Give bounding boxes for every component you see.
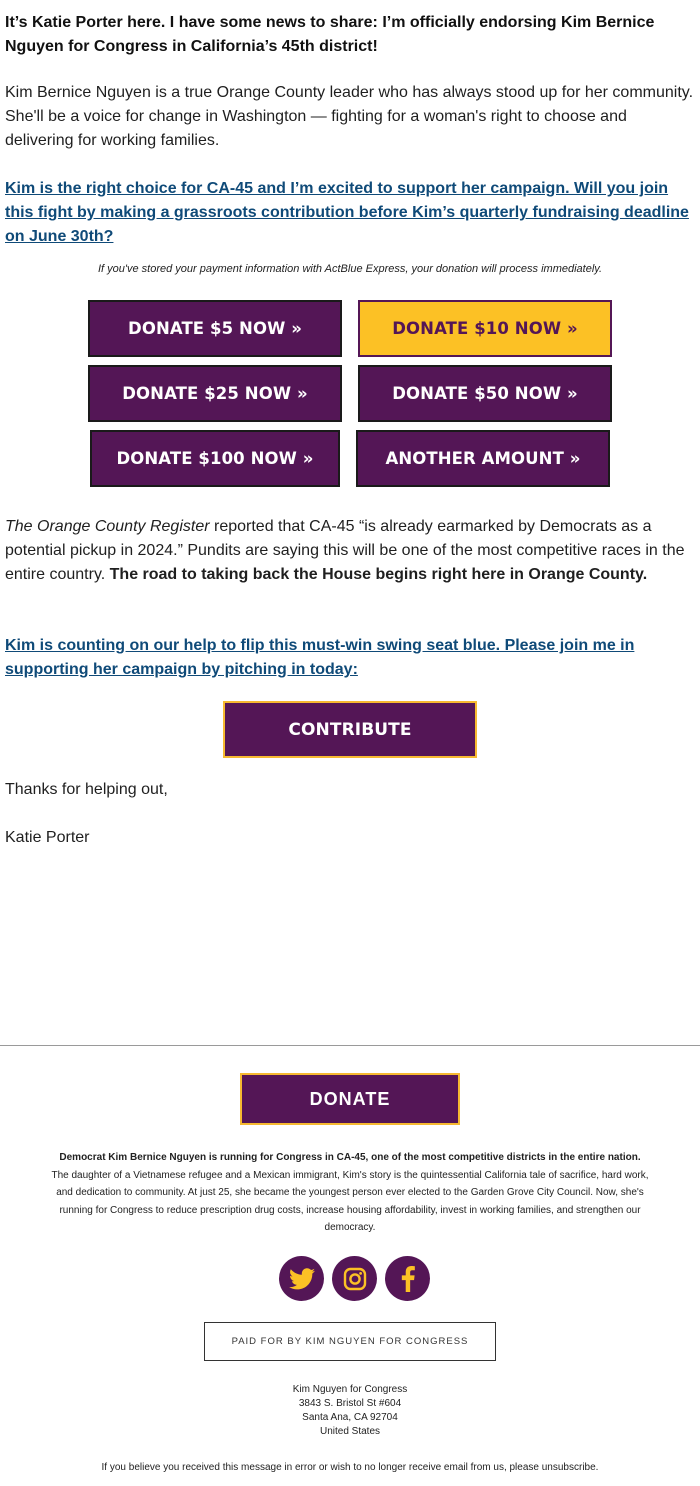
intro-text: It’s Katie Porter here. I have some news to share: I’m officially endorsing Kim Bernice Nguyen for Congress in California’s 45th district! [5, 14, 655, 55]
twitter-icon[interactable] [279, 1256, 324, 1301]
footer-about-body: The daughter of a Vietnamese refugee and a Mexican immigrant, Kim's story is the quintessential California tale of sacrifice, hard work, and dedication to community. At just 25, she became the youngest person ever elected to the Garden Grove City Council. Now, she's running for Congress to reduce prescription drug costs, increase housing affordability, invest in working families, and strengthen our democracy. [51, 1169, 649, 1233]
source-name: The Orange County Register [5, 518, 210, 535]
donate-25-button[interactable]: DONATE $25 NOW » [88, 365, 342, 422]
footer-about [50, 1149, 650, 1237]
donate-100-button[interactable]: DONATE $100 NOW » [90, 430, 340, 487]
register-emphasis: The road to taking back the House begins right here in Orange County. [109, 566, 648, 583]
donate-link-2[interactable]: Kim is counting on our help to flip this must-win swing seat blue. Please join me in supporting her campaign by pitching in today: [5, 637, 635, 678]
donate-50-button[interactable]: DONATE $50 NOW » [358, 365, 612, 422]
unsubscribe-text[interactable]: If you believe you received this message in error or wish to no longer receive email from us, please unsubscribe. [101, 1462, 599, 1473]
instagram-icon[interactable] [332, 1256, 377, 1301]
donate-10-button[interactable]: DONATE $10 NOW » [358, 300, 612, 357]
address-line-2: 3843 S. Bristol St #604 [298, 1398, 402, 1409]
address-line-4: United States [319, 1426, 381, 1437]
footer-divider [0, 1045, 700, 1046]
paragraph-about-kim: Kim Bernice Nguyen is a true Orange County leader who has always stood up for her community. She'll be a voice for change in Washington — fighting for a woman's right to choose and delivering for working families. [5, 84, 694, 149]
donate-5-button[interactable]: DONATE $5 NOW » [88, 300, 342, 357]
closing-text: Thanks for helping out, [5, 781, 168, 798]
contribute-button[interactable]: CONTRIBUTE [223, 701, 477, 758]
actblue-express-note: If you've stored your payment information with ActBlue Express, your donation will process immediately. [97, 263, 603, 275]
address-line-3: Santa Ana, CA 92704 [302, 1412, 398, 1423]
paragraph-register [5, 515, 697, 587]
signature: Katie Porter [5, 829, 90, 846]
footer-donate-button[interactable]: DONATE [240, 1073, 460, 1125]
facebook-icon[interactable] [385, 1256, 430, 1301]
address-line-1: Kim Nguyen for Congress [292, 1384, 408, 1395]
donate-link-1[interactable]: Kim is the right choice for CA-45 and I’m excited to support her campaign. Will you join this fight by making a grassroots contribution before Kim’s quarterly fundraising deadline on June 30th? [5, 180, 689, 245]
register-body: reported that CA-45 “is already earmarked by Democrats as a potential pickup in 2024.” Pundits are saying this will be one of the most competitive races in the entire country. [5, 518, 685, 583]
paid-for-disclaimer: PAID FOR BY KIM NGUYEN FOR CONGRESS [204, 1322, 496, 1361]
another-amount-button[interactable]: ANOTHER AMOUNT » [356, 430, 610, 487]
footer-about-bold: Democrat Kim Bernice Nguyen is running for Congress in CA-45, one of the most competitive districts in the entire nation. [59, 1152, 641, 1163]
